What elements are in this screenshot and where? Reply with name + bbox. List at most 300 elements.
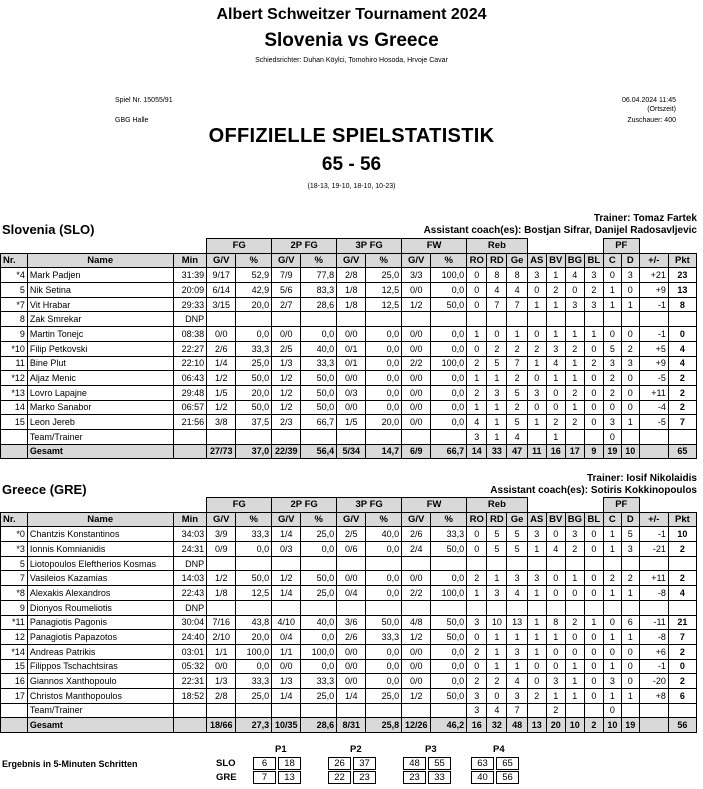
cell-pct: 0,0 — [431, 659, 467, 674]
cell-gv: 0/0 — [337, 327, 366, 342]
cell-gv: 22/39 — [272, 444, 301, 459]
cell-gv: 3/6 — [337, 615, 366, 630]
cell-bl: 0 — [584, 571, 603, 586]
column-header-c: C — [603, 512, 621, 527]
cell-c: 10 — [603, 718, 621, 733]
cell-pct: 0,0 — [366, 674, 402, 689]
cell-ge: 7 — [507, 703, 527, 718]
cell-ro: 1 — [467, 400, 487, 415]
cell-as: 3 — [527, 571, 546, 586]
cell-name: Filip Petkovski — [27, 341, 173, 356]
slo-stats-table — [0, 238, 697, 459]
cell-pct: 20,0 — [366, 415, 402, 430]
cell-pct: 37,0 — [236, 444, 272, 459]
cell-rd: 32 — [487, 718, 507, 733]
cell-min: 06:57 — [173, 400, 207, 415]
cell-pkt: 7 — [668, 630, 696, 645]
cell-nr — [1, 703, 28, 718]
cell-pct: 0,0 — [431, 400, 467, 415]
cell-gv: 7/16 — [207, 615, 236, 630]
group-header-fg3: 3P FG — [337, 498, 402, 513]
cell-gv: 5/6 — [272, 283, 301, 298]
cell-c: 0 — [603, 400, 621, 415]
cell-ge: 4 — [507, 586, 527, 601]
cell-bl: 0 — [584, 674, 603, 689]
period-label: P2 — [350, 744, 362, 755]
cell-pkt: 2 — [668, 542, 696, 557]
cell-name: Panagiotis Papazotos — [27, 630, 173, 645]
cell-pm — [639, 312, 668, 327]
cell-pct: 20,0 — [236, 630, 272, 645]
cell-as: 0 — [527, 659, 546, 674]
group-header-blank — [527, 239, 603, 254]
cell-min: 31:39 — [173, 268, 207, 283]
cell-ro: 3 — [467, 615, 487, 630]
cell-rd — [487, 312, 507, 327]
cell-d: 1 — [621, 297, 639, 312]
column-header-c: C — [603, 253, 621, 268]
progress-score-cell: 13 — [278, 771, 301, 784]
cell-d: 0 — [621, 327, 639, 342]
cell-as: 0 — [527, 327, 546, 342]
cell-pkt: 2 — [668, 644, 696, 659]
cell-nr: 9 — [1, 600, 28, 615]
cell-nr: 9 — [1, 327, 28, 342]
cell-as — [527, 556, 546, 571]
player-row — [1, 615, 697, 630]
cell-gv: 1/5 — [337, 415, 366, 430]
cell-pm: -1 — [639, 527, 668, 542]
cell-c: 1 — [603, 283, 621, 298]
cell-gv: 1/2 — [207, 400, 236, 415]
cell-pm: +6 — [639, 644, 668, 659]
cell-gv — [207, 703, 236, 718]
cell-gv — [272, 429, 301, 444]
cell-bv: 0 — [546, 400, 565, 415]
cell-bg: 2 — [565, 415, 584, 430]
column-header-gv: G/V — [272, 253, 301, 268]
cell-bl — [584, 429, 603, 444]
cell-ge: 1 — [507, 659, 527, 674]
cell-gv — [272, 312, 301, 327]
cell-ro: 1 — [467, 371, 487, 386]
cell-bv: 0 — [546, 644, 565, 659]
cell-gv: 1/3 — [272, 674, 301, 689]
cell-bg — [565, 556, 584, 571]
cell-pct — [431, 429, 467, 444]
cell-pct: 0,0 — [366, 341, 402, 356]
progress-score-cell: 23 — [403, 771, 426, 784]
cell-pct: 40,0 — [366, 527, 402, 542]
cell-ge: 2 — [507, 341, 527, 356]
cell-gv: 2/8 — [337, 268, 366, 283]
cell-gv: 0/1 — [337, 341, 366, 356]
cell-as — [527, 312, 546, 327]
column-header-pct: % — [301, 253, 337, 268]
column-header-pct: % — [366, 512, 402, 527]
cell-ro — [467, 600, 487, 615]
cell-d: 0 — [621, 283, 639, 298]
cell-bv: 1 — [546, 327, 565, 342]
cell-bv: 2 — [546, 415, 565, 430]
cell-pct — [301, 312, 337, 327]
cell-pct: 12,5 — [236, 586, 272, 601]
cell-gv: 1/2 — [272, 371, 301, 386]
cell-bl: 0 — [584, 400, 603, 415]
cell-pm: +8 — [639, 688, 668, 703]
cell-pct: 28,6 — [301, 297, 337, 312]
cell-gv: 0/0 — [402, 674, 431, 689]
cell-ro — [467, 556, 487, 571]
cell-min: 03:01 — [173, 644, 207, 659]
cell-rd: 3 — [487, 385, 507, 400]
cell-gv — [337, 429, 366, 444]
cell-rd: 1 — [487, 659, 507, 674]
cell-bl: 2 — [584, 356, 603, 371]
cell-pct: 0,0 — [236, 659, 272, 674]
cell-d: 10 — [621, 444, 639, 459]
cell-rd: 0 — [487, 688, 507, 703]
cell-gv: 1/2 — [272, 571, 301, 586]
cell-min: 22:31 — [173, 674, 207, 689]
cell-bg: 1 — [565, 688, 584, 703]
team-trainer-row — [1, 703, 697, 718]
group-header-ft: FW — [402, 498, 467, 513]
cell-pct: 50,0 — [236, 371, 272, 386]
cell-gv: 1/2 — [272, 385, 301, 400]
cell-pct: 25,0 — [366, 688, 402, 703]
cell-gv: 3/8 — [207, 415, 236, 430]
cell-bg — [565, 429, 584, 444]
cell-pkt — [668, 312, 696, 327]
player-row — [1, 630, 697, 645]
cell-bl: 0 — [584, 527, 603, 542]
cell-c: 2 — [603, 571, 621, 586]
cell-pkt: 23 — [668, 268, 696, 283]
cell-bl — [584, 703, 603, 718]
cell-d — [621, 600, 639, 615]
cell-gv: 0/0 — [337, 571, 366, 586]
cell-ge: 5 — [507, 527, 527, 542]
cell-rd: 7 — [487, 297, 507, 312]
cell-pct: 28,6 — [301, 718, 337, 733]
cell-min: 22:43 — [173, 586, 207, 601]
cell-gv: 0/0 — [402, 659, 431, 674]
cell-pct: 25,8 — [366, 718, 402, 733]
cell-gv — [272, 600, 301, 615]
player-row — [1, 600, 697, 615]
cell-gv: 2/6 — [337, 630, 366, 645]
cell-pm — [639, 703, 668, 718]
cell-bg: 17 — [565, 444, 584, 459]
cell-c: 3 — [603, 356, 621, 371]
cell-pct — [236, 429, 272, 444]
cell-min: 20:09 — [173, 283, 207, 298]
group-header-reb: Reb — [467, 239, 528, 254]
cell-pct: 0,0 — [366, 327, 402, 342]
period-label: P3 — [425, 744, 437, 755]
cell-nr: *0 — [1, 527, 28, 542]
cell-min: 14:03 — [173, 571, 207, 586]
cell-d: 2 — [621, 341, 639, 356]
cell-nr: 7 — [1, 571, 28, 586]
cell-ge: 1 — [507, 630, 527, 645]
column-header-ge: Ge — [507, 512, 527, 527]
slo-trainer: Trainer: Tomaz Fartek — [593, 213, 697, 224]
player-row — [1, 659, 697, 674]
cell-ge: 3 — [507, 688, 527, 703]
column-header-pct: % — [366, 253, 402, 268]
cell-d: 3 — [621, 356, 639, 371]
cell-bg — [565, 703, 584, 718]
cell-pct: 0,0 — [431, 371, 467, 386]
cell-as: 1 — [527, 356, 546, 371]
cell-gv: 1/1 — [207, 644, 236, 659]
cell-nr: *7 — [1, 297, 28, 312]
cell-gv: 2/8 — [207, 688, 236, 703]
cell-name: Ionnis Komnianidis — [27, 542, 173, 557]
cell-bv: 8 — [546, 615, 565, 630]
cell-c: 0 — [603, 644, 621, 659]
cell-bv: 3 — [546, 341, 565, 356]
cell-gv: 0/0 — [207, 659, 236, 674]
column-header-gv: G/V — [272, 512, 301, 527]
cell-nr — [1, 718, 28, 733]
cell-rd: 8 — [487, 268, 507, 283]
cell-min: 06:43 — [173, 371, 207, 386]
cell-bv — [546, 600, 565, 615]
cell-bl: 0 — [584, 415, 603, 430]
cell-bg: 0 — [565, 283, 584, 298]
player-row — [1, 327, 697, 342]
cell-min: 18:52 — [173, 688, 207, 703]
cell-pct: 33,3 — [366, 630, 402, 645]
group-header-blank — [1, 239, 207, 254]
cell-gv — [402, 312, 431, 327]
cell-pct: 0,0 — [431, 385, 467, 400]
cell-ge: 2 — [507, 371, 527, 386]
cell-rd: 33 — [487, 444, 507, 459]
cell-rd: 1 — [487, 371, 507, 386]
column-header-gv: G/V — [337, 512, 366, 527]
cell-bg: 2 — [565, 385, 584, 400]
progress-score-cell: 40 — [471, 771, 494, 784]
cell-pm: -8 — [639, 586, 668, 601]
cell-nr: *12 — [1, 371, 28, 386]
cell-pct — [366, 312, 402, 327]
cell-pct: 0,0 — [431, 327, 467, 342]
cell-gv: 0/3 — [337, 385, 366, 400]
group-header-ft: FW — [402, 239, 467, 254]
cell-pct — [431, 312, 467, 327]
cell-rd: 2 — [487, 674, 507, 689]
cell-pkt: 8 — [668, 297, 696, 312]
cell-bl: 3 — [584, 268, 603, 283]
cell-name: Chantzis Konstantinos — [27, 527, 173, 542]
cell-name: Giannos Xanthopoulo — [27, 674, 173, 689]
cell-pct: 56,4 — [301, 444, 337, 459]
cell-pct: 100,0 — [431, 268, 467, 283]
cell-pct: 33,3 — [301, 356, 337, 371]
cell-nr: 5 — [1, 556, 28, 571]
cell-bl: 0 — [584, 341, 603, 356]
cell-pkt: 4 — [668, 341, 696, 356]
cell-min: 22:27 — [173, 341, 207, 356]
cell-rd: 5 — [487, 542, 507, 557]
cell-ge: 4 — [507, 429, 527, 444]
cell-nr: 15 — [1, 659, 28, 674]
column-header-nr: Nr. — [1, 253, 28, 268]
player-row — [1, 400, 697, 415]
cell-c: 0 — [603, 327, 621, 342]
cell-d: 0 — [621, 674, 639, 689]
group-header-fg: FG — [207, 239, 272, 254]
cell-c: 1 — [603, 297, 621, 312]
column-header-pct: % — [431, 512, 467, 527]
cell-pct — [236, 556, 272, 571]
cell-pm — [639, 600, 668, 615]
cell-pkt — [668, 703, 696, 718]
group-header-pf: PF — [603, 498, 639, 513]
player-row — [1, 415, 697, 430]
cell-nr: *8 — [1, 586, 28, 601]
cell-pkt: 4 — [668, 586, 696, 601]
cell-d: 6 — [621, 615, 639, 630]
progress-score-cell: 33 — [428, 771, 451, 784]
cell-ge: 4 — [507, 283, 527, 298]
cell-as — [527, 703, 546, 718]
cell-pct: 50,0 — [431, 688, 467, 703]
cell-pct: 0,0 — [431, 644, 467, 659]
cell-name: Panagiotis Pagonis — [27, 615, 173, 630]
cell-pct: 52,9 — [236, 268, 272, 283]
cell-pct: 50,0 — [431, 297, 467, 312]
cell-ge: 13 — [507, 615, 527, 630]
cell-pct: 33,3 — [236, 527, 272, 542]
cell-pct: 33,3 — [301, 674, 337, 689]
column-header-min: Min — [173, 512, 207, 527]
cell-gv: 0/0 — [402, 327, 431, 342]
cell-bg: 2 — [565, 542, 584, 557]
column-header-pct: % — [301, 512, 337, 527]
cell-ge: 5 — [507, 415, 527, 430]
cell-name: Aljaz Menic — [27, 371, 173, 386]
cell-pct: 14,7 — [366, 444, 402, 459]
column-header-pct: % — [431, 253, 467, 268]
cell-gv — [402, 600, 431, 615]
cell-d — [621, 312, 639, 327]
cell-ge: 5 — [507, 385, 527, 400]
cell-gv: 9/17 — [207, 268, 236, 283]
cell-rd — [487, 556, 507, 571]
cell-as: 2 — [527, 341, 546, 356]
player-row — [1, 297, 697, 312]
cell-ge — [507, 312, 527, 327]
cell-gv: 3/3 — [402, 268, 431, 283]
cell-pct — [366, 600, 402, 615]
cell-rd: 4 — [487, 703, 507, 718]
progress-score-cell: 7 — [253, 771, 276, 784]
cell-bv: 0 — [546, 527, 565, 542]
cell-c: 1 — [603, 659, 621, 674]
cell-d: 3 — [621, 542, 639, 557]
cell-pct: 0,0 — [366, 586, 402, 601]
cell-gv — [272, 703, 301, 718]
cell-pct — [236, 312, 272, 327]
cell-pct: 0,0 — [366, 371, 402, 386]
cell-as: 3 — [527, 268, 546, 283]
cell-nr: 8 — [1, 312, 28, 327]
cell-bg: 3 — [565, 297, 584, 312]
cell-gv: 0/4 — [337, 586, 366, 601]
cell-bl: 1 — [584, 327, 603, 342]
cell-gv: 0/0 — [402, 341, 431, 356]
cell-as: 1 — [527, 415, 546, 430]
column-header-gv: G/V — [402, 253, 431, 268]
cell-ro: 4 — [467, 415, 487, 430]
cell-pkt: 2 — [668, 400, 696, 415]
cell-c: 0 — [603, 615, 621, 630]
cell-ro: 0 — [467, 268, 487, 283]
cell-min — [173, 703, 207, 718]
cell-ge: 1 — [507, 327, 527, 342]
cell-ge: 48 — [507, 718, 527, 733]
column-header-min: Min — [173, 253, 207, 268]
cell-pkt: 2 — [668, 385, 696, 400]
cell-bv: 1 — [546, 429, 565, 444]
cell-name: Andreas Patrikis — [27, 644, 173, 659]
group-header-pf: PF — [603, 239, 639, 254]
column-header-bv: BV — [546, 253, 565, 268]
column-header-as: AS — [527, 512, 546, 527]
cell-gv: 0/0 — [207, 327, 236, 342]
cell-pm: +11 — [639, 385, 668, 400]
progress-score-cell: 63 — [471, 757, 494, 770]
cell-gv: 1/4 — [207, 356, 236, 371]
cell-gv: 1/2 — [402, 630, 431, 645]
quarter-scores: (18-13, 19-10, 18-10, 10-23) — [307, 183, 396, 190]
cell-min: 08:38 — [173, 327, 207, 342]
cell-gv: 6/9 — [402, 444, 431, 459]
cell-pct: 0,0 — [236, 327, 272, 342]
player-row — [1, 385, 697, 400]
cell-d: 1 — [621, 630, 639, 645]
cell-c: 19 — [603, 444, 621, 459]
cell-pct: 0,0 — [431, 674, 467, 689]
cell-pct — [301, 429, 337, 444]
cell-name: Liotopoulos Eleftherios Kosmas — [27, 556, 173, 571]
cell-bv: 2 — [546, 283, 565, 298]
cell-pkt: 0 — [668, 659, 696, 674]
progress-score-cell: 55 — [428, 757, 451, 770]
cell-bv: 1 — [546, 268, 565, 283]
cell-pct: 50,0 — [431, 615, 467, 630]
cell-rd: 0 — [487, 327, 507, 342]
group-header-blank — [1, 498, 207, 513]
cell-min: 29:33 — [173, 297, 207, 312]
cell-c: 3 — [603, 415, 621, 430]
cell-name: Gesamt — [27, 444, 173, 459]
cell-pm: +9 — [639, 356, 668, 371]
cell-ro: 0 — [467, 297, 487, 312]
cell-gv: 1/2 — [402, 688, 431, 703]
column-header-rd: RD — [487, 512, 507, 527]
cell-pm — [639, 556, 668, 571]
cell-ge: 7 — [507, 297, 527, 312]
cell-pct: 27,3 — [236, 718, 272, 733]
cell-pct: 0,0 — [236, 542, 272, 557]
tournament-title: Albert Schweitzer Tournament 2024 — [216, 6, 487, 23]
